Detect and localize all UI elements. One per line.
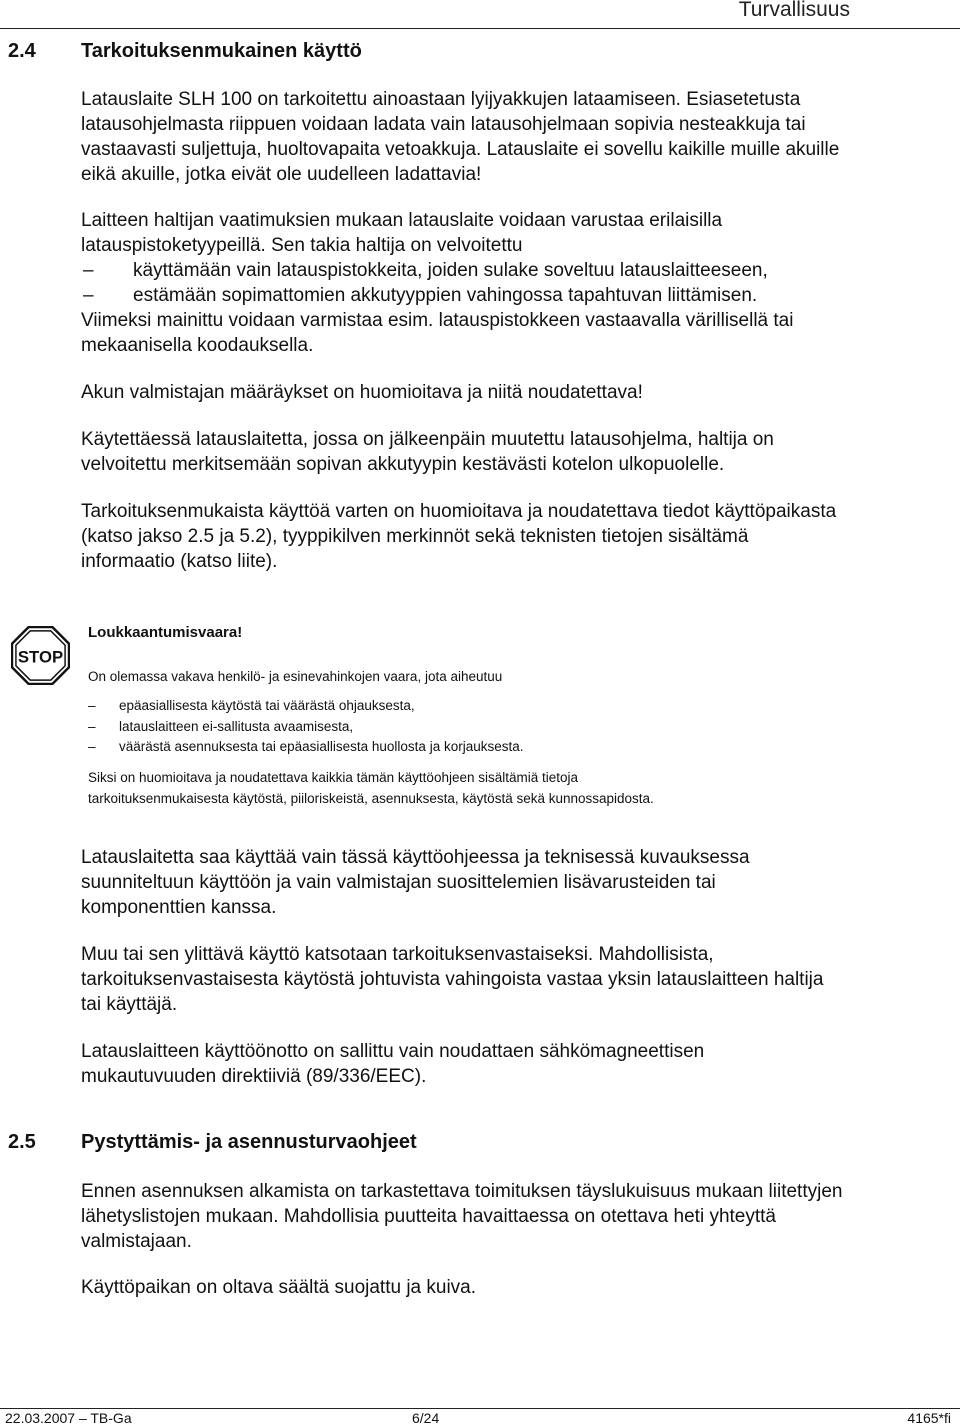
text-line: tai käyttäjä. [81, 994, 178, 1015]
footer-rule [0, 1408, 960, 1409]
dash-bullet: – [88, 698, 96, 713]
text-line: (katso jakso 2.5 ja 5.2), tyyppikilven merkinnöt sekä teknisten tietojen sisältämä [81, 526, 749, 547]
dash-bullet: – [88, 719, 96, 734]
section-title: Tarkoituksenmukainen käyttö [81, 40, 362, 62]
paragraph-manufacturer-rules: Akun valmistajan määräykset on huomioitava ja niitä noudatettava! [81, 382, 643, 403]
text-line: Viimeksi mainittu voidaan varmistaa esim. latauspistokkeen vastaavalla värillisellä tai [81, 310, 794, 331]
text-line: informaatio (katso liite). [81, 551, 278, 572]
section-number: 2.4 [8, 40, 36, 62]
text-line: lähetyslistojen mukaan. Mahdollisia puutteita havaittaessa on otettava heti yhteyttä [81, 1206, 776, 1227]
text-line: Käytettäessä latauslaitetta, jossa on jälkeenpäin muutettu latausohjelma, haltija on [81, 429, 774, 450]
dash-bullet: – [88, 739, 96, 754]
text-line: valmistajaan. [81, 1231, 192, 1252]
header-rule [0, 28, 960, 29]
text-line: eikä akuille, jotka eivät ole uudelleen ladattavia! [81, 164, 482, 185]
running-header-title: Turvallisuus [738, 0, 850, 21]
text-line: latausohjelmasta riippuen voidaan ladata vain latausohjelmaan sopivia nesteakkuja tai [81, 114, 806, 135]
footer-doc-code: 4165*fi [907, 1410, 951, 1426]
text-line: mekaanisella koodauksella. [81, 335, 314, 356]
dash-bullet: – [83, 285, 94, 306]
text-line: tarkoituksenmukaisesta käytöstä, piiloriskeistä, asennuksesta, käytöstä sekä kunnossapidosta. [88, 791, 654, 806]
section-title: Pystyttämis- ja asennusturvaohjeet [81, 1131, 417, 1153]
dash-bullet: – [83, 260, 94, 281]
text-line: suunniteltuun käyttöön ja vain valmistajan suosittelemien lisävarusteiden tai [81, 872, 716, 893]
text-line: latauspistoketyypeillä. Sen takia haltija on velvoitettu [81, 235, 523, 256]
text-line: Ennen asennuksen alkamista on tarkastettava toimituksen täyslukuisuus mukaan liitettyjen [81, 1181, 843, 1202]
list-item: epäasiallisesta käytöstä tai väärästä ohjauksesta, [119, 698, 415, 713]
text-line: Latauslaitetta saa käyttää vain tässä käyttöohjeessa ja teknisessä kuvauksessa [81, 847, 750, 868]
text-line: velvoitettu merkitsemään sopivan akkutyypin kestävästi kotelon ulkopuolelle. [81, 454, 725, 475]
text-line: mukautuvuuden direktiiviä (89/336/EEC). [81, 1066, 427, 1087]
stop-sign-icon [11, 626, 70, 685]
warning-title: Loukkaantumisvaara! [88, 624, 243, 641]
list-item: latauslaitteen ei-sallitusta avaamisesta, [119, 719, 354, 734]
text-line: Laitteen haltijan vaatimuksien mukaan latauslaite voidaan varustaa erilaisilla [81, 210, 723, 231]
list-item: käyttämään vain latauspistokkeita, joiden sulake soveltuu latauslaitteeseen, [133, 260, 768, 281]
warning-intro: On olemassa vakava henkilö- ja esinevahinkojen vaara, jota aiheutuu [88, 669, 503, 684]
text-line: Muu tai sen ylittävä käyttö katsotaan tarkoituksenvastaiseksi. Mahdollisista, [81, 944, 714, 965]
text-line: Latauslaite SLH 100 on tarkoitettu ainoastaan lyijyakkujen lataamiseen. Esiasetetusta [81, 89, 801, 110]
text-line: komponenttien kanssa. [81, 897, 277, 918]
text-line: tarkoituksenvastaisesta käytöstä johtuvista vahingoista vastaa yksin latauslaitteen haltija [81, 969, 824, 990]
footer-page-number: 6/24 [412, 1410, 440, 1426]
footer-date: 22.03.2007 – TB-Ga [5, 1410, 132, 1426]
list-item: väärästä asennuksesta tai epäasiallisesta huollosta ja korjauksesta. [119, 739, 524, 754]
text-line: Latauslaitteen käyttöönotto on sallittu vain noudattaen sähkömagneettisen [81, 1041, 705, 1062]
list-item: estämään sopimattomien akkutyyppien vahingossa tapahtuvan liittämisen. [133, 285, 758, 306]
text-line: Tarkoituksenmukaista käyttöä varten on huomioitava ja noudatettava tiedot käyttöpaikasta [81, 501, 837, 522]
text-line: Siksi on huomioitava ja noudatettava kaikkia tämän käyttöohjeen sisältämiä tietoja [88, 770, 579, 785]
stop-sign-text: STOP [17, 647, 64, 667]
text-line: vastaavasti suljettuja, huoltovapaita vetoakkuja. Latauslaite ei sovellu kaikille muille akuille [81, 139, 840, 160]
section-number: 2.5 [8, 1131, 36, 1153]
paragraph-location: Käyttöpaikan on oltava säältä suojattu ja kuiva. [81, 1277, 477, 1298]
